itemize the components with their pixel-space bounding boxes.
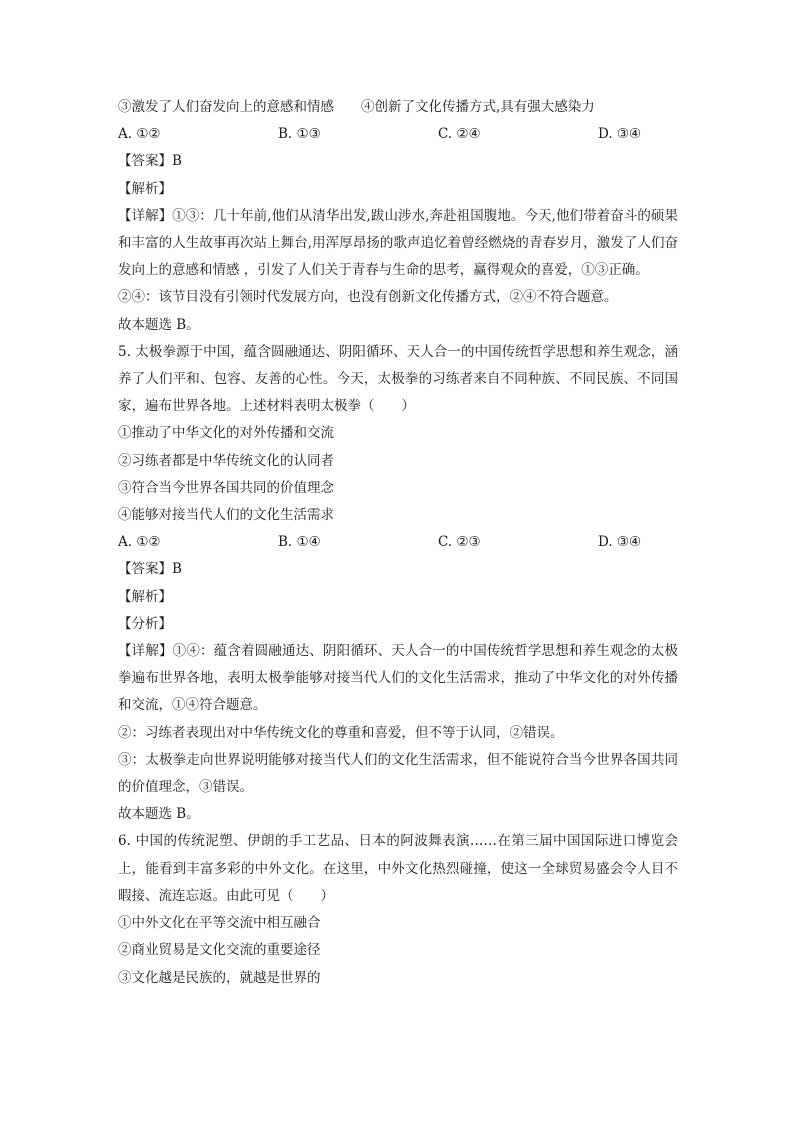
answer-label: 【答案】	[118, 153, 172, 170]
detail-label: 【详解】	[118, 643, 173, 660]
q6-stem: 6. 中国的传统泥塑、伊朗的手工艺品、日本的阿波舞表演……在第三届中国国际进口博览会上，能看到丰富多彩的中外文化。在这里，中外文化热烈碰撞，使这一全球贸易盛会令人目不暇接、流连忘返。由此可见（ ）	[118, 833, 678, 904]
document-content	[118, 94, 678, 992]
answer-label: 【答案】	[118, 561, 172, 578]
q5-statement-2: ②习练者都是中华传统文化的认同者	[118, 452, 334, 469]
detail-label: 【详解】	[118, 207, 173, 224]
q5-explanation-3: ③：太极拳走向世界说明能够对接当代人们的文化生活需求，但不能说符合当今世界各国共同的价值理念，③错误。	[118, 751, 678, 796]
q5-options	[118, 529, 678, 556]
q5-statement-3: ③符合当今世界各国共同的价值理念	[118, 479, 334, 496]
q5-statement-4: ④能够对接当代人们的文化生活需求	[118, 507, 334, 524]
q6-statement-2: ②商业贸易是文化交流的重要途径	[118, 942, 321, 959]
q4-statement-line: ③激发了人们奋发向上的意感和情感 ④创新了文化传播方式,具有强大感染力	[118, 99, 595, 115]
detail-text: ①③：几十年前,他们从清华出发,跋山涉水,奔赴祖国腹地。今天,他们带着奋斗的硕果和丰富的人生故事再次站上舞台,用浑厚昂扬的歌声追忆着曾经燃烧的青春岁月，激发了人们奋发向上的意感和情感 ，引发了人们关于青春与生命的思考，赢得观众的喜爱，①③正确。	[118, 207, 678, 279]
q4-option-a: A. ①②	[118, 126, 161, 143]
q4-option-c: C. ②④	[438, 126, 481, 143]
q4-detail	[118, 203, 678, 285]
q6-statement-3: ③文化越是民族的，就越是世界的	[118, 969, 321, 986]
q4-analysis-label: 【解析】	[118, 180, 172, 197]
q5-detail	[118, 638, 678, 720]
q5-explanation-2: ②：习练者表现出对中华传统文化的尊重和喜爱，但不等于认同，②错误。	[118, 724, 564, 741]
q4-conclusion: 故本题选 B。	[118, 316, 200, 333]
q4-answer	[118, 148, 678, 175]
answer-value: B	[172, 153, 182, 170]
q4-options	[118, 121, 678, 148]
q5-option-b: B. ①④	[278, 534, 321, 551]
detail-text: ①④：蕴含着圆融通达、阴阳循环、天人合一的中国传统哲学思想和养生观念的太极拳遍布世界各地，表明太极拳能够对接当代人们的文化生活需求，推动了中华文化的对外传播和交流，①④符合题意。	[118, 643, 679, 714]
q4-option-b: B. ①③	[278, 126, 321, 143]
q5-option-c: C. ②③	[438, 534, 481, 551]
q5-answer	[118, 556, 678, 583]
q5-analysis2-label: 【分析】	[118, 615, 172, 632]
q5-option-d: D. ③④	[598, 534, 642, 551]
answer-value: B	[172, 561, 182, 578]
q5-conclusion: 故本题选 B。	[118, 806, 200, 823]
q5-analysis-label: 【解析】	[118, 588, 172, 605]
q6-statement-1: ①中外文化在平等交流中相互融合	[118, 915, 321, 932]
q5-option-a: A. ①②	[118, 534, 161, 551]
q4-option-d: D. ③④	[598, 126, 642, 143]
q5-stem: 5. 太极拳源于中国，蕴含圆融通达、阴阳循环、天人合一的中国传统哲学思想和养生观念，涵养了人们平和、包容、友善的心性。今天，太极拳的习练者来自不同种族、不同民族、不同国家，遍布世界各地。上述材料表明太极拳（ ）	[118, 343, 678, 415]
q5-statement-1: ①推动了中华文化的对外传播和交流	[118, 425, 334, 442]
q4-explanation-2: ②④：该节目没有引领时代发展方向，也没有创新文化传播方式，②④不符合题意。	[118, 289, 618, 306]
